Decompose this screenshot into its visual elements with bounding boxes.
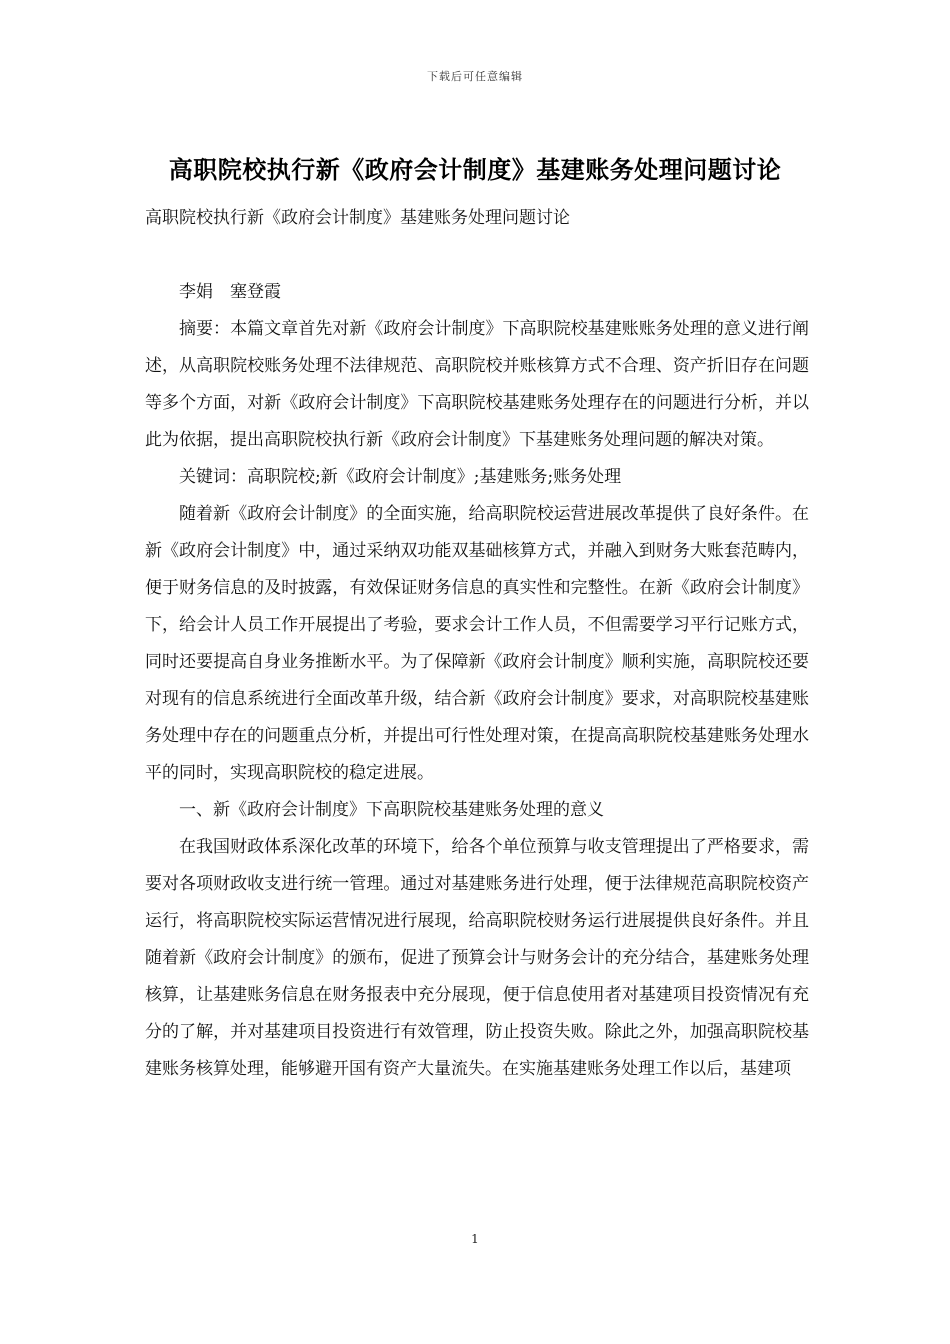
body-paragraph-2: 在我国财政体系深化改革的环境下，给各个单位预算与收支管理提出了严格要求，需要对各项财政收支进行统一管理。通过对基建账务进行处理，便于法律规范高职院校资产运行，将高职院校实际运营情况进行展现，给高职院校财务运行进展提供良好条件。并且随着新《政府会计制度》的颁布，促进了预算会计与财务会计的充分结合，基建账务处理核算，让基建账务信息在财务报表中充分展现，便于信息使用者对基建项目投资情况有充分的了解，并对基建项目投资进行有效管理，防止投资失败。除此之外，加强高职院校基建账务核算处理，能够避开国有资产大量流失。在实施基建账务处理工作以后，基建项 — [145, 837, 809, 1079]
document-title: 高职院校执行新《政府会计制度》基建账务处理问题讨论 — [168, 155, 782, 184]
header-note: 下载后可任意编辑 — [427, 70, 523, 83]
document-subtitle: 高职院校执行新《政府会计制度》基建账务处理问题讨论 — [145, 208, 570, 228]
keywords-paragraph: 关键词：高职院校;新《政府会计制度》;基建账务;账务处理 — [179, 467, 622, 487]
page-number: 1 — [471, 1232, 479, 1246]
body-paragraph-1: 随着新《政府会计制度》的全面实施，给高职院校运营进展改革提供了良好条件。在新《政府会计制度》中，通过采纳双功能双基础核算方式，并融入到财务大账套范畴内，便于财务信息的及时披露，有效保证财务信息的真实性和完整性。在新《政府会计制度》下，给会计人员工作开展提出了考验，要求会计工作人员，不但需要学习平行记账方式，同时还要提高自身业务推断水平。为了保障新《政府会计制度》顺利实施，高职院校还要对现有的信息系统进行全面改革升级，结合新《政府会计制度》要求，对高职院校基建账务处理中存在的问题重点分析，并提出可行性处理对策，在提高高职院校基建账务处理水平的同时，实现高职院校的稳定进展。 — [145, 504, 809, 783]
authors: 李娟 塞登霞 — [179, 282, 281, 302]
document-body — [145, 200, 809, 1088]
section-heading-1: 一、新《政府会计制度》下高职院校基建账务处理的意义 — [179, 800, 604, 820]
abstract-paragraph: 摘要：本篇文章首先对新《政府会计制度》下高职院校基建账账务处理的意义进行阐述，从高职院校账务处理不法律规范、高职院校并账核算方式不合理、资产折旧存在问题等多个方面，对新《政府会计制度》下高职院校基建账务处理存在的问题进行分析，并以此为依据，提出高职院校执行新《政府会计制度》下基建账务处理问题的解决对策。 — [145, 319, 809, 450]
